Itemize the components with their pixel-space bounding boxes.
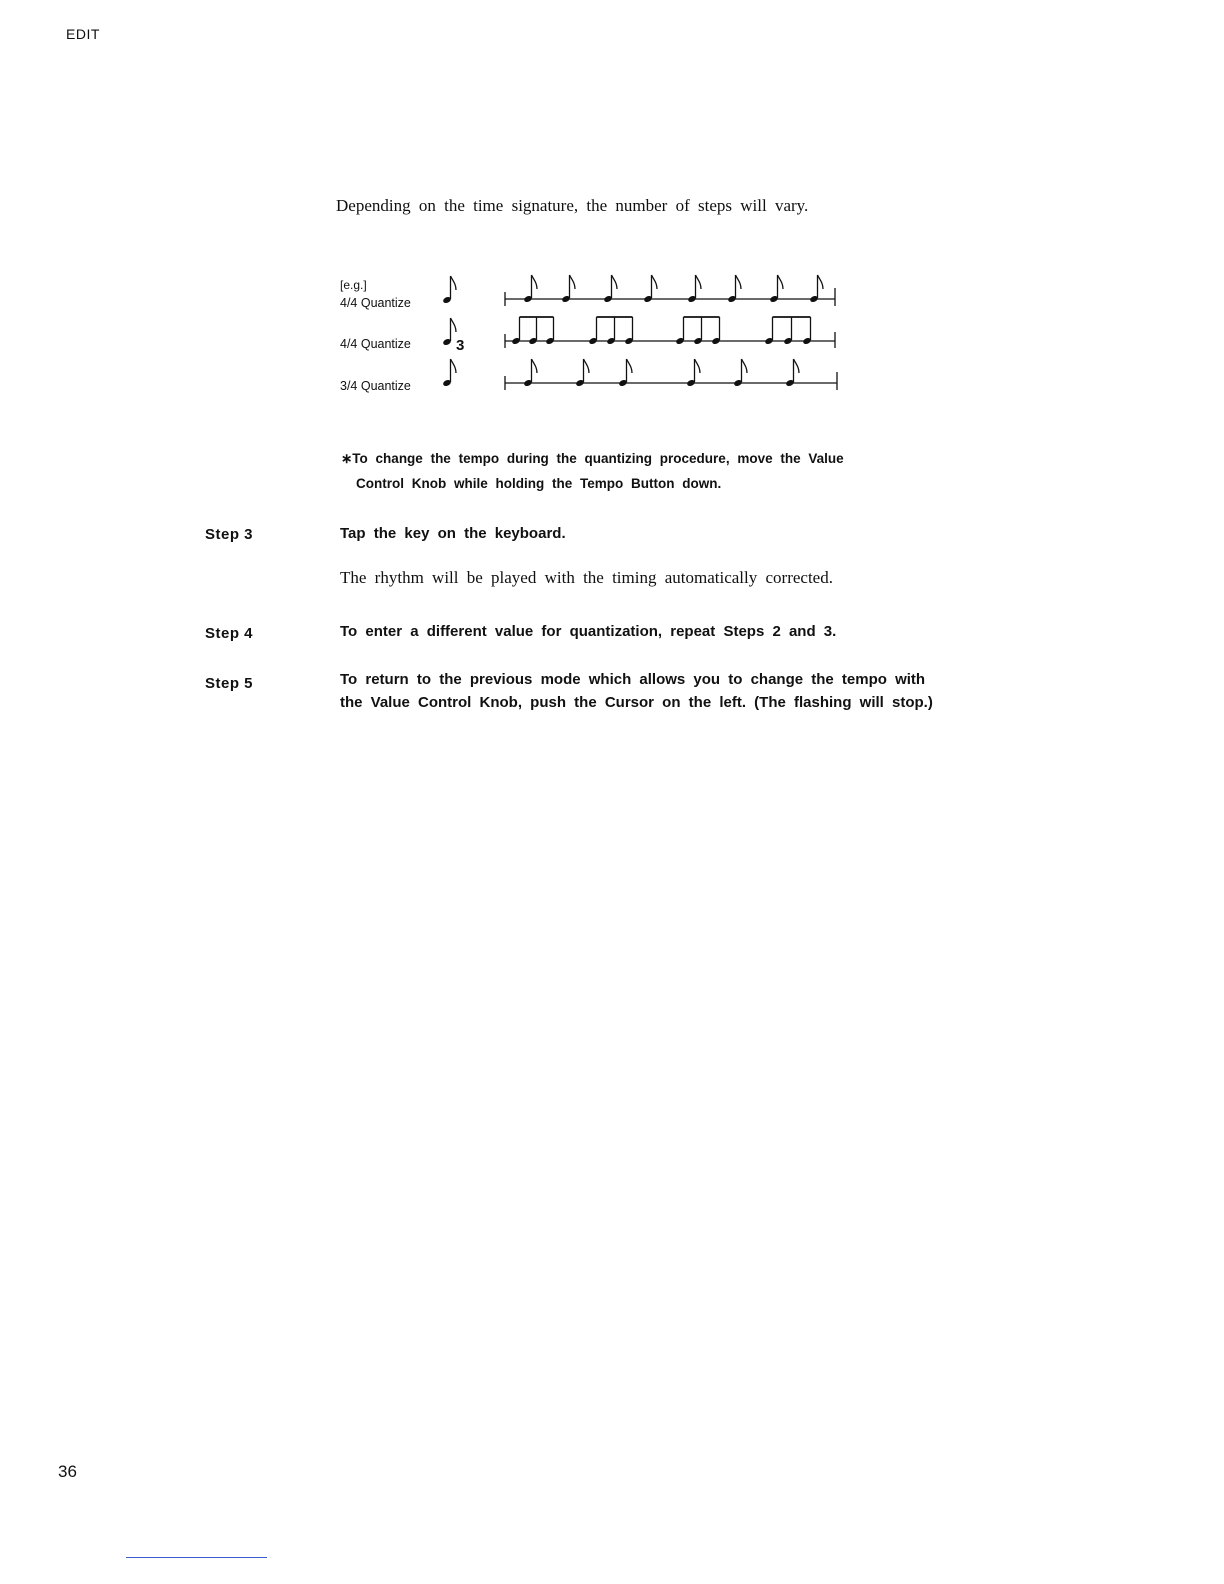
rhythm-diagram <box>330 262 850 402</box>
eighth-note-icon <box>442 276 456 304</box>
tempo-note-line2: Control Knob while holding the Tempo Button down. <box>356 476 722 491</box>
rhythm-row-2 <box>505 317 835 348</box>
eighth-note-icon <box>442 318 456 346</box>
eighth-note-icon <box>442 359 456 387</box>
rhythm-row-1 <box>505 275 835 306</box>
tempo-note <box>341 446 961 496</box>
tempo-note-line1: ∗To change the tempo during the quantizing procedure, move the Value <box>341 451 844 466</box>
footer-divider <box>126 1557 267 1558</box>
quantize-label-1: 4/4 Quantize <box>340 296 411 310</box>
step-4-label: Step 4 <box>205 625 254 642</box>
step-3-label: Step 3 <box>205 526 254 543</box>
step-5-text: To return to the previous mode which allows you to change the tempo with the Value Control Knob, push the Cursor on the left. (The flashing will stop.) <box>340 671 933 711</box>
quantize-label-2: 4/4 Quantize <box>340 337 411 351</box>
rhythm-row-3 <box>505 359 837 390</box>
intro-paragraph: Depending on the time signature, the number of steps will vary. <box>336 196 809 215</box>
section-header: EDIT <box>66 26 100 42</box>
quantize-label-3: 3/4 Quantize <box>340 379 411 393</box>
step-4-text: To enter a different value for quantization, repeat Steps 2 and 3. <box>340 623 837 640</box>
step-3-text: Tap the key on the keyboard. <box>340 525 566 542</box>
triplet-mark: 3 <box>456 337 465 354</box>
step-3-followup: The rhythm will be played with the timing automatically corrected. <box>340 568 833 587</box>
example-label: [e.g.] <box>340 278 367 292</box>
step-5-label: Step 5 <box>205 675 254 692</box>
page-number: 36 <box>58 1462 77 1481</box>
